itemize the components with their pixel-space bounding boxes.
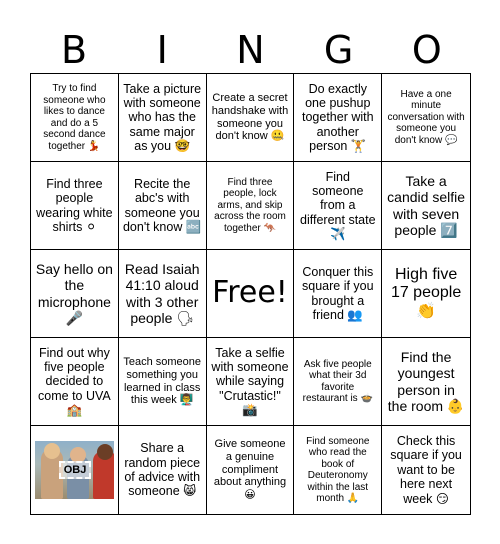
bingo-header: [30, 28, 471, 72]
bingo-square[interactable]: Check this square if you want to be here next week 😏: [390, 434, 462, 506]
bingo-square[interactable]: Ask five people what their 3d favorite restaurant is 🍲: [294, 338, 382, 426]
header-letter-i: I: [156, 28, 168, 72]
bingo-square[interactable]: Give someone a genuine compliment about anything 😀: [207, 426, 295, 514]
bingo-square[interactable]: Teach someone something you learned in class this week 👨‍🏫: [119, 338, 207, 426]
bingo-square[interactable]: Try to find someone who likes to dance and do a 5 second dance together 💃: [31, 74, 119, 162]
bingo-square[interactable]: Do exactly one pushup together with another person 🏋: [294, 74, 382, 162]
photo-overlay-label: OBJ: [59, 461, 91, 479]
bingo-square[interactable]: Take a candid selfie with seven people 7️⃣: [382, 162, 470, 250]
bingo-board: [30, 73, 471, 515]
header-letter-n: N: [236, 28, 265, 72]
bingo-square[interactable]: Have a one minute conversation with someone you don't know 💬: [382, 74, 470, 162]
bingo-square[interactable]: Find three people wearing white shirts ⚪: [31, 162, 119, 250]
header-letter-o: O: [411, 28, 442, 72]
bingo-square[interactable]: Create a secret handshake with someone you don't know 🤐: [207, 74, 295, 162]
bingo-square[interactable]: Share a random piece of advice with someone 😸: [119, 426, 207, 514]
bingo-square[interactable]: Recite the abc's with someone you don't know 🔤: [119, 162, 207, 250]
bingo-square[interactable]: Find the youngest person in the room 👶: [382, 338, 470, 426]
bingo-square[interactable]: Say hello on the microphone 🎤: [31, 250, 119, 338]
bingo-square[interactable]: Take a picture with someone who has the same major as you 🤓: [119, 74, 207, 162]
photo-square[interactable]: [31, 426, 119, 514]
bingo-square[interactable]: Conquer this square if you brought a friend 👥: [294, 250, 382, 338]
free-square[interactable]: Free!: [207, 250, 295, 338]
bingo-square[interactable]: Read Isaiah 41:10 aloud with 3 other people 🗣: [119, 250, 207, 338]
bingo-square[interactable]: Find three people, lock arms, and skip across the room together 🦘: [207, 162, 295, 250]
group-photo-image: [35, 441, 114, 499]
bingo-square[interactable]: Find someone who read the book of Deuteronomy within the last month 🙏: [294, 426, 382, 514]
bingo-square[interactable]: Find out why five people decided to come to UVA 🏫: [31, 338, 119, 426]
header-letter-g: G: [323, 28, 354, 72]
bingo-square[interactable]: Take a selfie with someone while saying "Crutastic!" 📸: [207, 338, 295, 426]
bingo-square[interactable]: High five 17 people 👏: [382, 250, 470, 338]
bingo-square[interactable]: Find someone from a different state ✈️: [294, 162, 382, 250]
header-letter-b: B: [61, 28, 88, 72]
